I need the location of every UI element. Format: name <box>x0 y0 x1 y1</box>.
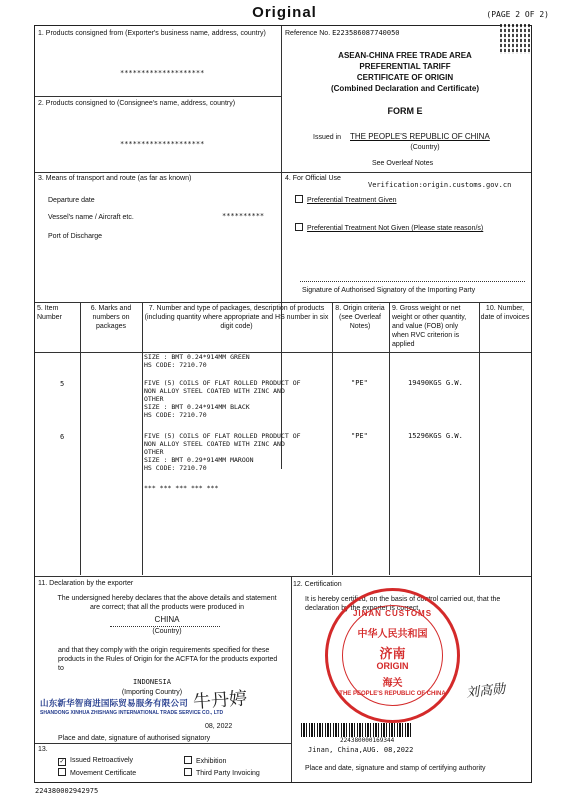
origin-criteria-value: "PE" <box>351 379 368 387</box>
importing-signature-caption: Signature of Authorised Signatory of the Importing Party <box>302 287 476 294</box>
goods-line: HS CODE: 7210.70 <box>144 411 207 419</box>
box1-label: 1. Products consigned from (Exporter's business name, address, country) <box>38 30 266 37</box>
divider <box>35 743 291 744</box>
issued-country: THE PEOPLE'S REPUBLIC OF CHINA <box>350 132 490 141</box>
box12-label: 12. Certification <box>293 581 342 588</box>
weight-value: 15296KGS G.W. <box>408 432 463 440</box>
box11-label: 11. Declaration by the exporter <box>38 580 134 587</box>
company-stamp: 山东新华智商进国际贸易服务有限公司 <box>40 698 188 708</box>
header-line: CERTIFICATE OF ORIGIN <box>356 73 454 82</box>
col-weight: 9. Gross weight or net weight or other quantity, and value (FOB) only when RVC criterion is applied <box>392 305 467 348</box>
stamp-city: 济南 <box>379 646 406 661</box>
header-line: (Combined Declaration and Certificate) <box>330 84 480 93</box>
document-title: Original <box>252 4 317 21</box>
signature-line <box>300 281 525 282</box>
movement-certificate-option[interactable] <box>58 768 136 778</box>
treatment-not-given-label: Preferential Treatment Not Given (Please state reason/s) <box>307 225 484 232</box>
overleaf-notes: See Overleaf Notes <box>372 160 434 167</box>
option-label: Exhibition <box>196 758 227 765</box>
origin-criteria-value: "PE" <box>351 432 368 440</box>
goods-line: OTHER <box>144 395 164 403</box>
item-number: 6 <box>60 433 65 441</box>
box4-label: 4. For Official Use <box>285 175 341 182</box>
checkbox-icon <box>58 768 66 776</box>
divider <box>35 352 531 353</box>
stamp-bottom-text: THE PEOPLE'S REPUBLIC OF CHINA <box>339 691 446 697</box>
form-e-label: FORM E <box>387 106 423 116</box>
barcode-icon <box>301 723 411 737</box>
country-caption: (Country) <box>152 628 182 635</box>
declaration-text-1: The undersigned hereby declares that the above details and statement are correct; that all the products were produced in <box>57 595 277 611</box>
certifier-signature: 刘高勋 <box>465 681 506 701</box>
place-date-caption: Place and date, signature of authorised signatory <box>58 735 211 742</box>
certificate-header <box>285 50 525 94</box>
page-indicator: (PAGE 2 OF 2) <box>486 10 549 19</box>
exhibition-option[interactable] <box>184 756 226 766</box>
stamp-ring-cn: 中华人民共和国 <box>357 629 428 640</box>
third-party-invoicing-option[interactable] <box>184 768 260 778</box>
item-number: 5 <box>60 380 65 388</box>
divider <box>35 302 531 303</box>
option-label: Third Party Invoicing <box>196 770 260 777</box>
box3-label: 3. Means of transport and route (as far as known) <box>38 175 192 182</box>
divider <box>389 302 390 575</box>
option-label: Movement Certificate <box>70 770 137 777</box>
divider <box>479 302 480 575</box>
header-line: PREFERENTIAL TARIFF <box>359 62 451 71</box>
certifying-authority-caption: Place and date, signature and stamp of certifying authority <box>305 765 486 772</box>
divider <box>35 172 531 173</box>
col-invoices: 10. Number, date of invoices <box>480 305 530 321</box>
col-item-number: 5. Item Number <box>37 305 62 321</box>
checkbox-icon <box>295 223 303 231</box>
divider <box>35 576 531 577</box>
reference-number <box>285 29 400 38</box>
port-discharge-label: Port of Discharge <box>48 233 103 240</box>
vessel-value: ********** <box>222 212 265 220</box>
issued-country-caption: (Country) <box>410 144 440 151</box>
goods-line: SIZE : BMT 0.29*914MM MAROON <box>144 456 254 464</box>
box1-value: ******************** <box>120 69 205 77</box>
col-marks: 6. Marks and numbers on packages <box>90 305 132 330</box>
divider <box>332 302 333 575</box>
goods-line: SIZE : BMT 0.24*914MM BLACK <box>144 403 250 411</box>
reference-value: E223586087740050 <box>332 29 400 37</box>
weight-value: 19490KGS G.W. <box>408 379 463 387</box>
goods-line: NON ALLOY STEEL COATED WITH ZINC AND <box>144 387 285 395</box>
goods-end-marker: *** *** *** *** *** <box>144 484 219 492</box>
customs-stamp <box>325 588 460 723</box>
box2-label: 2. Products consigned to (Consignee's name, address, country) <box>38 100 236 107</box>
divider <box>80 302 81 575</box>
option-label: Issued Retroactively <box>70 757 134 764</box>
exporter-signature: 牛丹婷 <box>192 688 248 713</box>
box2-value: ******************** <box>120 140 205 148</box>
checked-checkbox-icon: ✓ <box>59 759 65 765</box>
stamp-origin: ORIGIN <box>376 661 409 671</box>
col-description: 7. Number and type of packages, description of products (including quantity where appropriate and HS number in six digit code) <box>144 305 329 330</box>
reference-label: Reference No. <box>285 30 331 37</box>
goods-top-block <box>144 353 250 369</box>
declaration-text-2: and that they comply with the origin requirements specified for these products in the Rules of Origin for the ACFTA for the products exported to <box>58 647 278 672</box>
goods-line: FIVE (5) COILS OF FLAT ROLLED PRODUCT OF <box>144 432 301 440</box>
divider <box>35 96 281 97</box>
stamp-customs: 海关 <box>382 678 403 689</box>
header-line: ASEAN-CHINA FREE TRADE AREA <box>338 51 472 60</box>
declaration-date: 08, 2022 <box>205 723 233 730</box>
checkbox-icon <box>184 768 192 776</box>
goods-line: SIZE : BMT 0.24*914MM GREEN <box>144 353 250 361</box>
goods-line: HS CODE: 7210.70 <box>144 361 207 369</box>
company-stamp-english: SHANDONG XINHUA ZHISHANG INTERNATIONAL TRADE SERVICE CO., LTD <box>40 710 224 716</box>
footer-serial: 224380002942975 <box>35 787 99 795</box>
importing-country: INDONESIA <box>133 678 171 686</box>
col-origin-criteria: 8. Origin criteria (see Overleaf Notes) <box>335 305 385 330</box>
certification-place-date: Jinan, China,AUG. 08,2022 <box>308 746 414 754</box>
barcode-number: 224380000169344 <box>340 737 395 744</box>
verification-url: Verification:origin.customs.gov.cn <box>368 181 512 189</box>
divider <box>291 576 292 782</box>
certification-text: It is hereby certified, on the basis of control carried out, that the declaration by the exporter is correct. <box>305 596 501 612</box>
divider <box>142 302 143 575</box>
checkbox-icon <box>184 756 192 764</box>
vessel-label: Vessel's name / Aircraft etc. <box>48 214 134 221</box>
checkbox-icon <box>295 195 303 203</box>
treatment-given-label: Preferential Treatment Given <box>307 197 397 204</box>
goods-line: OTHER <box>144 448 164 456</box>
goods-line: HS CODE: 7210.70 <box>144 464 207 472</box>
declared-country: CHINA <box>154 615 180 624</box>
treatment-given-checkbox[interactable] <box>295 195 397 205</box>
goods-item-6 <box>144 432 301 472</box>
importing-country-caption: (Importing Country) <box>121 689 183 696</box>
issued-in-label: Issued in <box>313 134 342 141</box>
issued-retroactively-option[interactable] <box>58 756 133 766</box>
departure-date-label: Departure date <box>48 197 95 204</box>
goods-line: FIVE (5) COILS OF FLAT ROLLED PRODUCT OF <box>144 379 301 387</box>
stamp-top-text: JINAN CUSTOMS <box>352 609 433 618</box>
goods-line: NON ALLOY STEEL COATED WITH ZINC AND <box>144 440 285 448</box>
treatment-not-given-checkbox[interactable] <box>295 223 483 233</box>
goods-item-5 <box>144 379 301 419</box>
box13-label: 13. <box>38 746 48 753</box>
